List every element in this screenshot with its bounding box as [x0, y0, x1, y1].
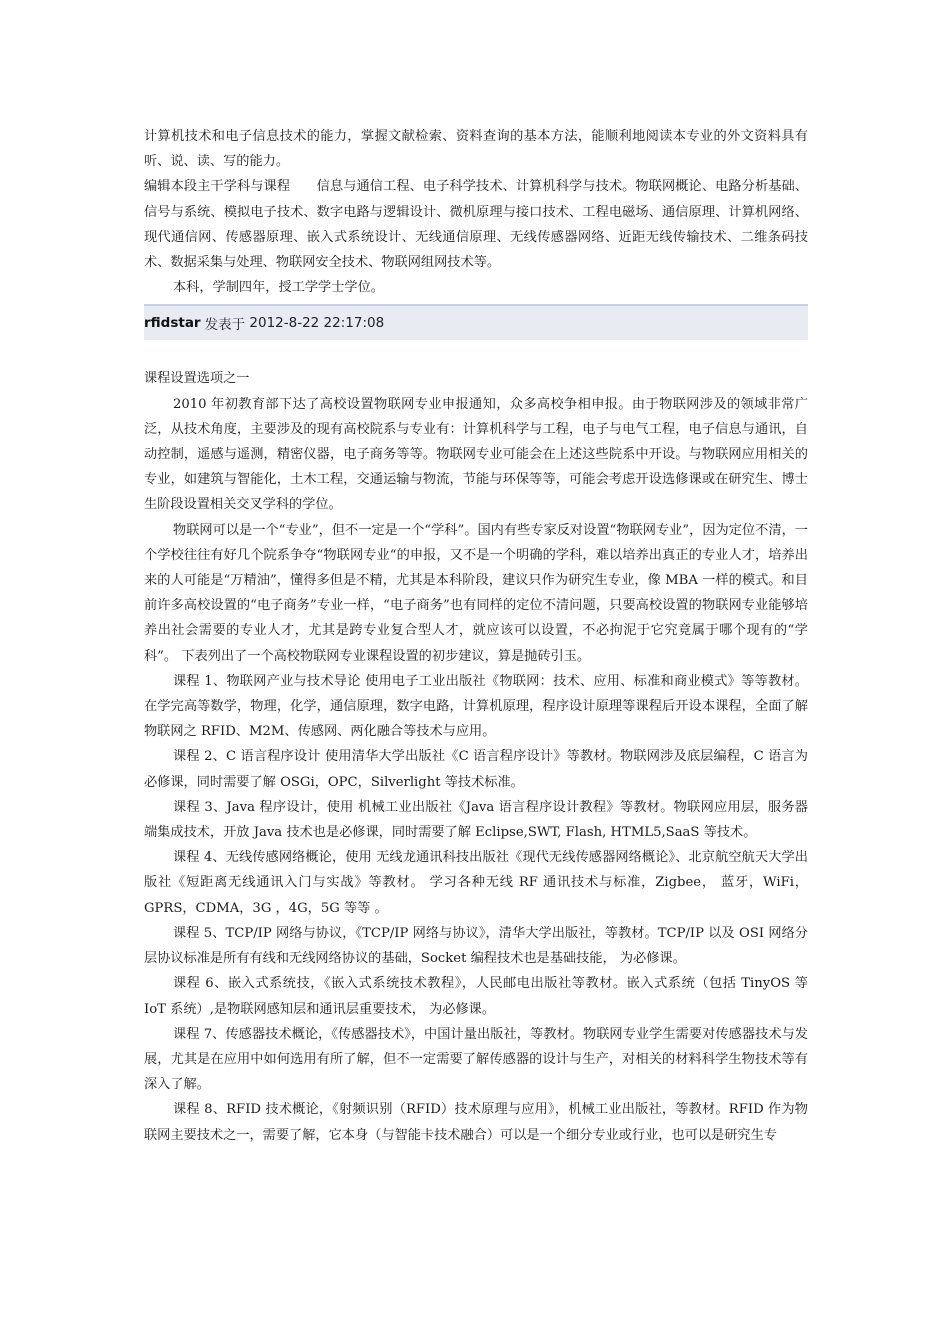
course-paragraph: 课程 6、嵌入式系统技，《嵌入式系统技术教程》，人民邮电出版社等教材。嵌入式系统（包括 TinyOS 等 IoT 系统）,是物联网感知层和通讯层重要技术， 为必修课。: [144, 976, 808, 1017]
intro-paragraph: 计算机技术和电子信息技术的能力，掌握文献检索、资料查询的基本方法，能顺利地阅读本专业的外文资料具有听、说、读、写的能力。: [144, 129, 808, 170]
post-author[interactable]: rfidstar: [144, 315, 201, 332]
posted-label: 发表于: [204, 317, 246, 334]
course-paragraph: 课程 5、TCP/IP 网络与协议，《TCP/IP 网络与协议》，清华大学出版社，等教材。TCP/IP 以及 OSI 网络分层协议标准是所有有线和无线网络协议的基础，Socket 编程技术也是基础技能， 为必修课。: [144, 925, 808, 967]
course-paragraph: 课程 8、RFID 技术概论，《射频识别（RFID）技术原理与应用》，机械工业出版社，等教材。RFID 作为物联网主要技术之一，需要了解，它本身（与智能卡技术融合）可以是一个细分专业或行业，也可以是研究生专: [144, 1102, 808, 1143]
post-header: [144, 304, 808, 340]
post-datetime: 2012-8-22 22:17:08: [249, 315, 385, 332]
course-paragraph: 课程 1、物联网产业与技术导论 使用电子工业出版社《物联网：技术、应用、标准和商业模式》等等教材。在学完高等数学，物理，化学，通信原理，数字电路，计算机原理，程序设计原理等课程后开设本课程，全面了解物联网之 RFID、M2M、传感网、两化融合等技术与应用。: [144, 673, 808, 740]
body-paragraph: 2010 年初教育部下达了高校设置物联网专业申报通知，众多高校争相申报。由于物联网涉及的领域非常广泛，从技术角度，主要涉及的现有高校院系与专业有：计算机科学与工程，电子与电气工程，电子信息与通讯，自动控制，遥感与遥测，精密仪器，电子商务等等。物联网专业可能会在上述这些院系中开设。与物联网应用相关的专业，如建筑与智能化，土木工程，交通运输与物流，节能与环保等等，可能会考虑开设选修课或在研究生、博士生阶段设置相关交叉学科的学位。: [144, 396, 808, 513]
document-page: [144, 124, 808, 1148]
degree-paragraph: 本科，学制四年，授工学学士学位。: [173, 280, 384, 296]
course-paragraph: 课程 4、无线传感网络概论，使用 无线龙通讯科技出版社《现代无线传感器网络概论》、北京航空航天大学出版社《短距离无线通讯入门与实战》等教材。 学习各种无线 RF 通讯技术与标准，Zigbee， 蓝牙，WiFi，GPRS，CDMA，3G ，4G，5G 等等 。: [144, 850, 808, 916]
course-paragraph: 课程 2、C 语言程序设计 使用清华大学出版社《C 语言程序设计》等教材。物联网涉及底层编程，C 语言为必修课，同时需要了解 OSGi，OPC，Silverlight 等技术标准。: [144, 749, 808, 790]
course-paragraph: 课程 7、传感器技术概论，《传感器技术》，中国计量出版社，等教材。物联网专业学生需要对传感器技术与发展，尤其是在应用中如何选用有所了解，但不一定需要了解传感器的设计与生产，对相关的材料科学生物技术等有深入了解。: [144, 1026, 808, 1093]
major-courses-paragraph: 编辑本段主干学科与课程 信息与通信工程、电子科学技术、计算机科学与技术。物联网概论、电路分析基础、信号与系统、模拟电子技术、数字电路与逻辑设计、微机原理与接口技术、工程电磁场、通信原理、计算机网络、现代通信网、传感器原理、嵌入式系统设计、无线通信原理、无线传感器网络、近距无线传输技术、二维条码技术、数据采集与处理、物联网安全技术、物联网组网技术等。: [144, 179, 808, 271]
course-paragraph: 课程 3、Java 程序设计，使用 机械工业出版社《Java 语言程序设计教程》等教材。物联网应用层，服务器端集成技术，开放 Java 技术也是必修课，同时需要了解 Eclipse,SWT, Flash, HTML5,SaaS 等技术。: [144, 799, 808, 841]
section-heading: 课程设置选项之一: [144, 371, 250, 387]
body-paragraph: 物联网可以是一个“专业”，但不一定是一个“学科”。国内有些专家反对设置“物联网专业”，因为定位不清，一个学校往往有好几个院系争夺“物联网专业“的申报，又不是一个明确的学科，难以培养出真正的专业人才，培养出来的人可能是“万精油”，懂得多但是不精，尤其是本科阶段，建议只作为研究生专业，像 MBA 一样的模式。和目前许多高校设置的“电子商务”专业一样，“电子商务”也有同样的定位不清问题，只要高校设置的物联网专业能够培养出社会需要的专业人才，尤其是跨专业复合型人才，就应该可以设置，不必拘泥于它究竟属于哪个现有的“学科”。 下表列出了一个高校物联网专业课程设置的初步建议，算是抛砖引玉。: [144, 522, 808, 664]
